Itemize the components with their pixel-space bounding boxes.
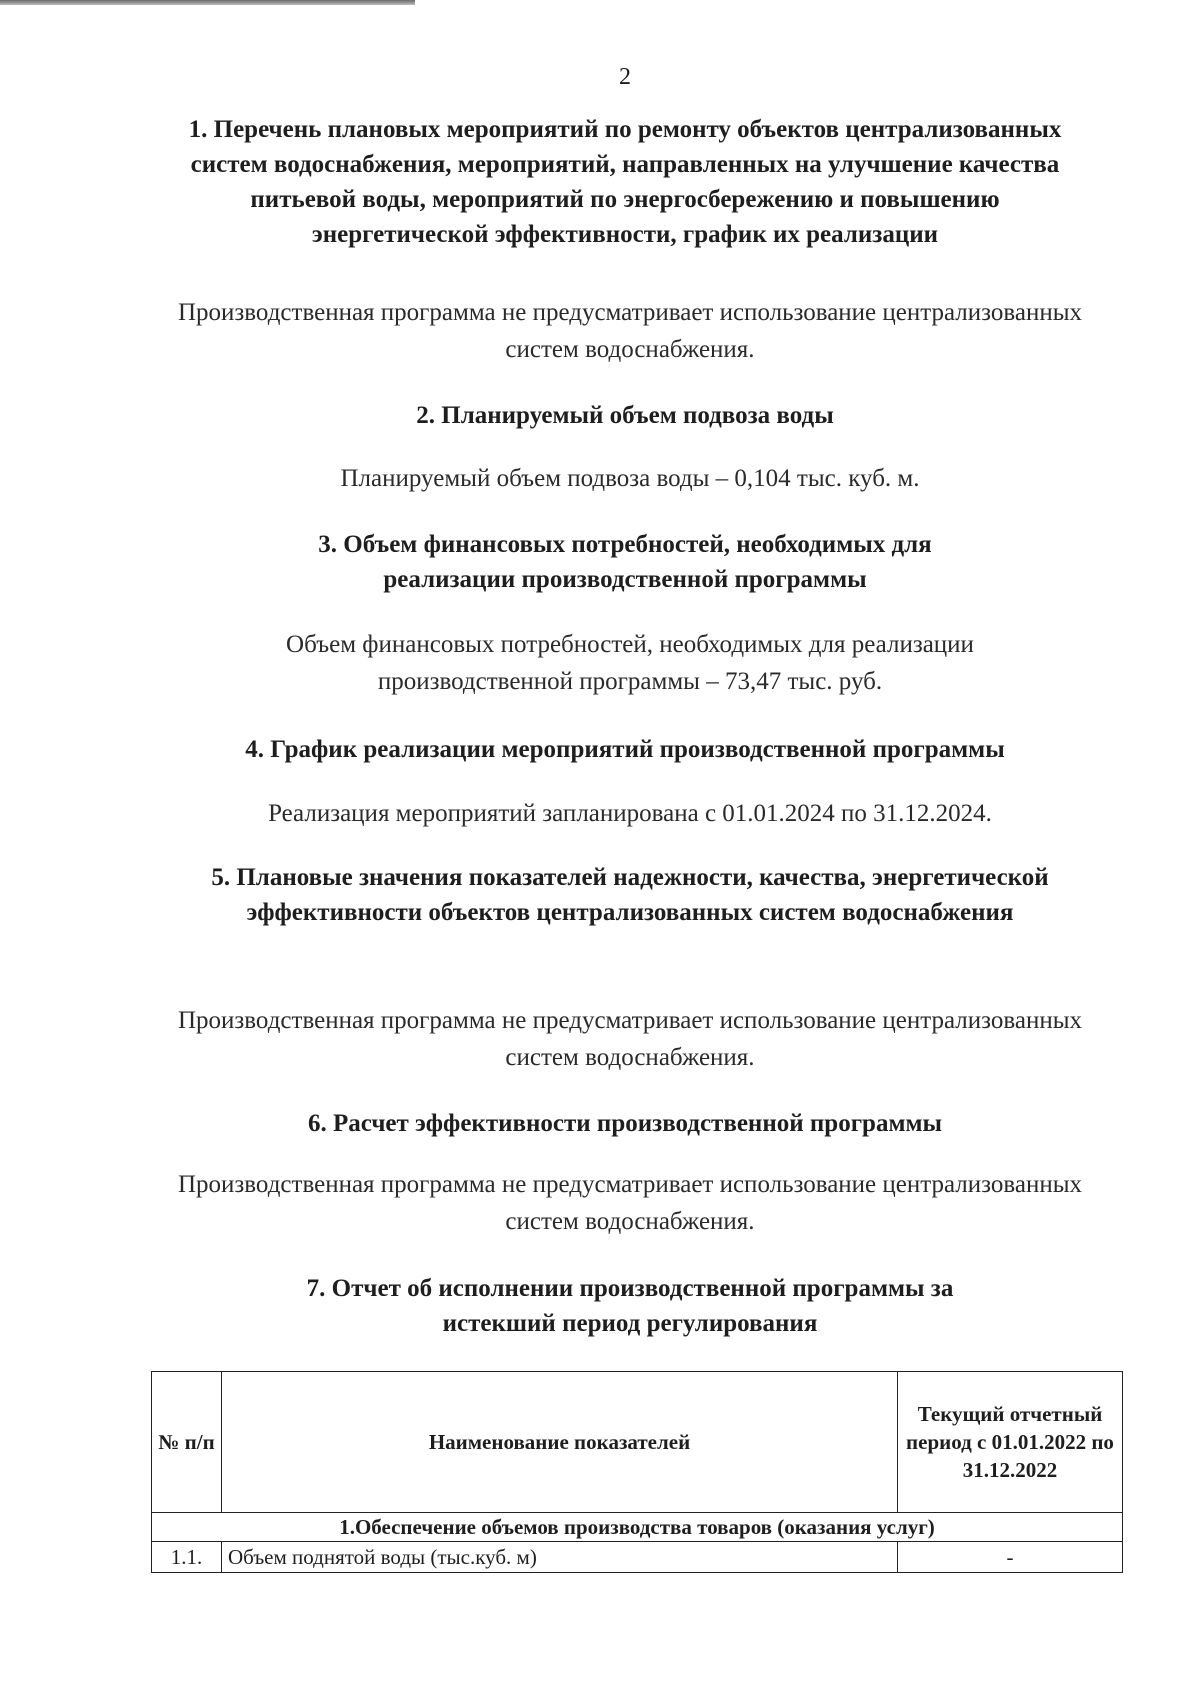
table-row — [152, 1542, 1123, 1573]
section-1-text: Производственная программа не предусматривает использование централизованных систем водоснабжения. — [177, 299, 1083, 363]
header-period: Текущий отчетный период с 01.01.2022 по 31.12.2022 — [898, 1372, 1123, 1513]
section-4-text: Реализация мероприятий запланирована с 01.01.2024 по 31.12.2024. — [268, 800, 992, 827]
section-7-heading: 7. Отчет об исполнении производственной программы за истекший период регулирования — [306, 1275, 954, 1337]
section-3-text: Объем финансовых потребностей, необходимых для реализации производственной программы – 73,47 тыс. руб. — [286, 631, 974, 695]
section-5-text: Производственная программа не предусматривает использование централизованных систем водоснабжения. — [177, 1007, 1083, 1071]
section-1-heading: 1. Перечень плановых мероприятий по ремонту объектов централизованных систем водоснабжения, мероприятий, направленных на улучшение качества питьевой воды, мероприятий по энергосбережению и повышению энергетической эффективности, график их реализации — [188, 116, 1062, 248]
section-2-heading: 2. Планируемый объем подвоза воды — [416, 402, 834, 429]
section-2-text: Планируемый объем подвоза воды – 0,104 тыс. куб. м. — [340, 465, 920, 492]
table-section-title: 1.Обеспечение объемов производства товаров (оказания услуг) — [152, 1513, 1123, 1542]
page-number: 2 — [619, 64, 631, 90]
table-section-row — [152, 1513, 1123, 1542]
section-4-heading: 4. График реализации мероприятий производственной программы — [245, 736, 1005, 763]
scan-edge-mark — [0, 0, 415, 5]
report-table — [151, 1371, 1123, 1573]
header-num: № п/п — [152, 1372, 222, 1513]
section-6-text: Производственная программа не предусматривает использование централизованных систем водоснабжения. — [177, 1171, 1083, 1235]
section-6-heading: 6. Расчет эффективности производственной программы — [307, 1110, 943, 1137]
header-name: Наименование показателей — [222, 1372, 898, 1513]
section-3-heading: 3. Объем финансовых потребностей, необходимых для реализации производственной программы — [318, 531, 932, 593]
row-value: - — [898, 1542, 1123, 1573]
row-num: 1.1. — [152, 1542, 222, 1573]
table-header-row — [152, 1372, 1123, 1513]
section-5-heading: 5. Плановые значения показателей надежности, качества, энергетической эффективности объектов централизованных систем водоснабжения — [211, 864, 1049, 926]
row-name: Объем поднятой воды (тыс.куб. м) — [222, 1542, 898, 1573]
